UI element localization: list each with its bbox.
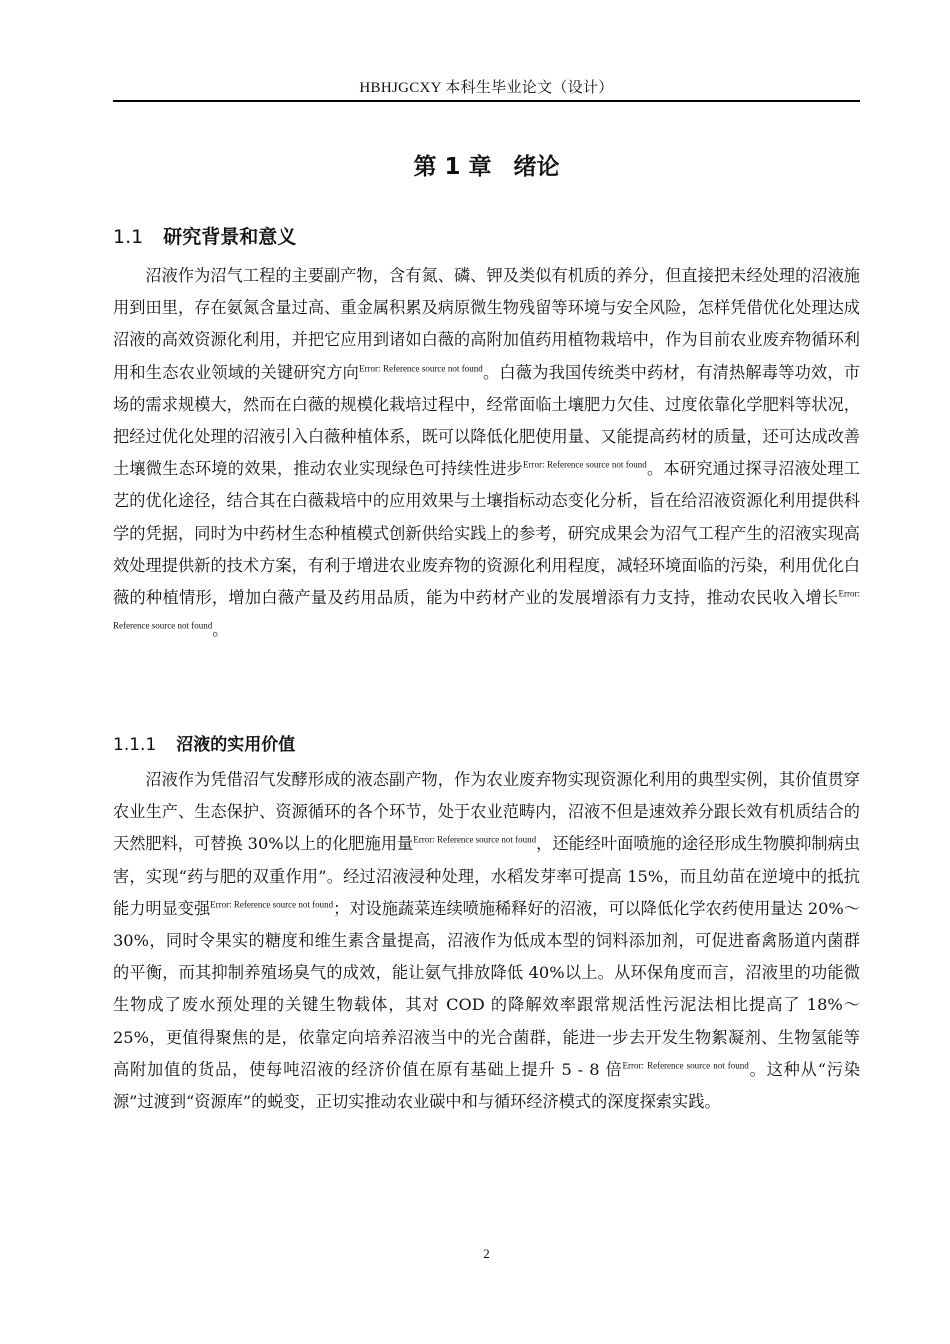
paragraph-text: 。这种从“污染源”过渡到“资源库”的蜕变，正切实推动农业碳中和与循环经济模式的深度探索实践。: [113, 1059, 861, 1112]
paragraph-value: [113, 764, 860, 1118]
paragraph-text: 沼液作为凭借沼气发酵形成的液态副产物，作为农业废弃物实现资源化利用的典型实例，其价值贯穿农业生产、生态保护、资源循环的各个环节，处于农业范畴内，沼液不但是速效养分跟长效有机质结合的天然肥料，可替换 30%以上的化肥施用量: [113, 770, 860, 854]
subsection-number: 1.1.1: [113, 735, 157, 755]
section-heading: [113, 222, 296, 249]
chapter-title-text: 绪论: [513, 154, 560, 180]
paragraph-text: 沼液作为沼气工程的主要副产物，含有氮、磷、钾及类似有机质的养分，但直接把未经处理的沼液施用到田里，存在氨氮含量过高、重金属积累及病原微生物残留等环境与安全风险，怎样凭借优化处理达成沼液的高效资源化利用，并把它应用到诸如白薇的高附加值药用植物栽培中，作为目前农业废弃物循环利用和生态农业领域的关键研究方向: [113, 266, 860, 382]
paragraph-text: 。: [212, 620, 229, 640]
citation-error: Error: Reference source not found: [210, 899, 334, 910]
subsection-title: 沼液的实用价值: [176, 735, 296, 755]
subsection-heading: [113, 730, 295, 755]
chapter-title: [113, 148, 860, 181]
citation-error: Error: Reference source not found: [622, 1060, 749, 1071]
running-header: HBHJGCXY 本科生毕业论文（设计）: [359, 80, 614, 96]
paragraph-text: 。白薇为我国传统类中药材，有清热解毒等功效，市场的需求规模大，然而在白薇的规模化栽培过程中，经常面临土壤肥力欠佳、过度依靠化学肥料等状况，把经过优化处理的沼液引入白薇种植体系，既可以降低化肥使用量、又能提高药材的质量，还可达成改善土壤微生态环境的效果，推动农业实现绿色可持续性进步: [113, 362, 860, 479]
citation-error: Error: Reference source not found: [413, 835, 537, 846]
paragraph-background: [113, 260, 860, 646]
citation-error: Error: Reference source not found: [523, 459, 647, 470]
citation-error: Error: Reference source not found: [113, 588, 860, 631]
section-title: 研究背景和意义: [163, 226, 297, 248]
paragraph-text: ；对设施蔬菜连续喷施稀释好的沼液，可以降低化学农药使用量达 20%～30%，同时令果实的糖度和维生素含量提高，沼液作为低成本型的饲料添加剂，可促进畜禽肠道内菌群的平衡，而其抑制养殖场臭气的成效，能让氨气排放降低 40%以上。从环保角度而言，沼液里的功能微生物成了废水预处理的关键生物载体，其对 COD 的降解效率跟常规活性污泥法相比提高了 18%～25%，更值得聚焦的是，依靠定向培养沼液当中的光合菌群，能进一步去开发生物絮凝剂、生物氢能等高附加值的货品，使每吨沼液的经济价值在原有基础上提升 5 - 8 倍: [113, 898, 861, 1079]
paragraph-text: ，还能经叶面喷施的途径形成生物膜抑制病虫害，实现“药与肥的双重作用”。经过沼液浸种处理，水稻发芽率可提高 15%，而且幼苗在逆境中的抵抗能力明显变强: [113, 834, 861, 918]
page-number: 2: [483, 1246, 490, 1261]
paragraph-text: 。本研究通过探寻沼液处理工艺的优化途径，结合其在白薇栽培中的应用效果与土壤指标动态变化分析，旨在给沼液资源化利用提供科学的凭据，同时为中药材生态种植模式创新供给实践上的参考，研究成果会为沼气工程产生的沼液实现高效处理提供新的技术方案，有利于增进农业废弃物的资源化利用程度，减轻环境面临的污染，利用优化白薇的种植情形，增加白薇产量及药用品质，能为中药材产业的发展增添有力支持，推动农民收入增长: [113, 459, 860, 608]
chapter-number: 第 1 章: [413, 154, 492, 180]
citation-error: Error: Reference source not found: [359, 363, 483, 374]
header-rule: [113, 100, 860, 102]
section-number: 1.1: [113, 226, 144, 248]
